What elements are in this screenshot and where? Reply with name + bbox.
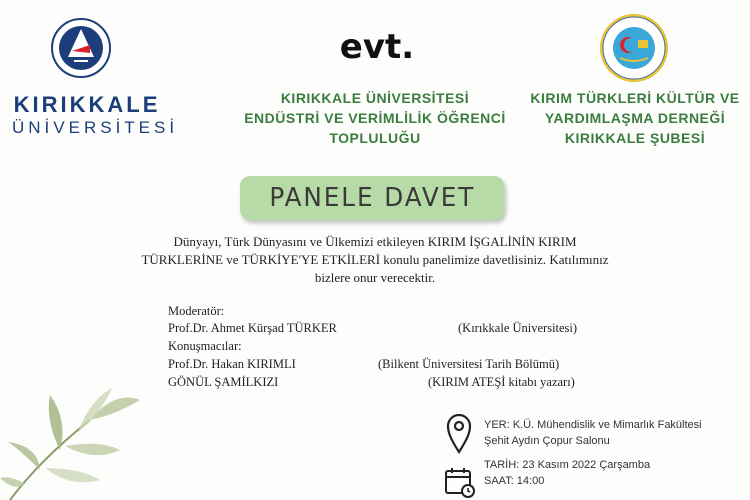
- speaker-name: GÖNÜL ŞAMİLKIZI: [168, 375, 279, 389]
- kku-name: KIRIKKALE: [13, 92, 161, 117]
- moderator-label: Moderatör:: [168, 304, 225, 318]
- venue-line2: Şehit Aydın Çopur Salonu: [484, 435, 610, 447]
- evt-logo: [340, 22, 414, 72]
- org1-line: ENDÜSTRİ VE VERİMLİLİK ÖĞRENCİ: [244, 110, 506, 126]
- org1-line: KIRIKKALE ÜNİVERSİTESİ: [280, 90, 470, 106]
- speaker-name: Prof.Dr. Hakan KIRIMLI: [168, 357, 296, 371]
- kirikkale-university-emblem: [50, 15, 112, 85]
- org1-line: TOPLULUĞU: [329, 130, 421, 146]
- invitation-line: bizlere onur verecektir.: [314, 270, 436, 285]
- organizer-evt-title: [230, 88, 520, 148]
- invitation-line: Dünyayı, Türk Dünyasını ve Ülkemizi etkileyen KIRIM İŞGALİNİN KIRIM: [173, 234, 577, 249]
- kirim-dernegi-emblem: [598, 12, 670, 84]
- olive-branch-decoration: [0, 380, 160, 500]
- moderator-affiliation: (Kırıkkale Üniversitesi): [458, 321, 578, 335]
- evt-mark: evt.: [340, 27, 414, 67]
- kku-subtitle: ÜNİVERSİTESİ: [12, 118, 179, 137]
- panel-invitation-banner: [240, 176, 504, 220]
- banner-title: PANELE DAVET: [269, 183, 475, 213]
- venue-line1: YER: K.Ü. Mühendislik ve Mimarlık Fakültesi: [484, 419, 702, 431]
- calendar-clock-icon: [444, 466, 476, 498]
- invitation-line: TÜRKLERİNE ve TÜRKİYE'YE ETKİLERİ konulu panelimize davetlisiniz. Katılımınız: [141, 252, 609, 267]
- speakers-label: Konuşmacılar:: [168, 339, 242, 353]
- org2-line: KIRIM TÜRKLERİ KÜLTÜR VE: [530, 90, 740, 106]
- event-time: SAAT: 14:00: [484, 475, 545, 487]
- org2-line: KIRIKKALE ŞUBESİ: [564, 130, 706, 146]
- location-pin-icon: [446, 414, 472, 454]
- speaker-affiliation: (KIRIM ATEŞİ kitabı yazarı): [428, 375, 575, 389]
- org2-line: YARDIMLAŞMA DERNEĞİ: [544, 110, 726, 126]
- organizer-ktk-title: [520, 88, 750, 148]
- event-date: TARİH: 23 Kasım 2022 Çarşamba: [484, 459, 651, 471]
- speaker-affiliation: (Bilkent Üniversitesi Tarih Bölümü): [378, 357, 560, 371]
- moderator-name: Prof.Dr. Ahmet Kürşad TÜRKER: [168, 321, 337, 335]
